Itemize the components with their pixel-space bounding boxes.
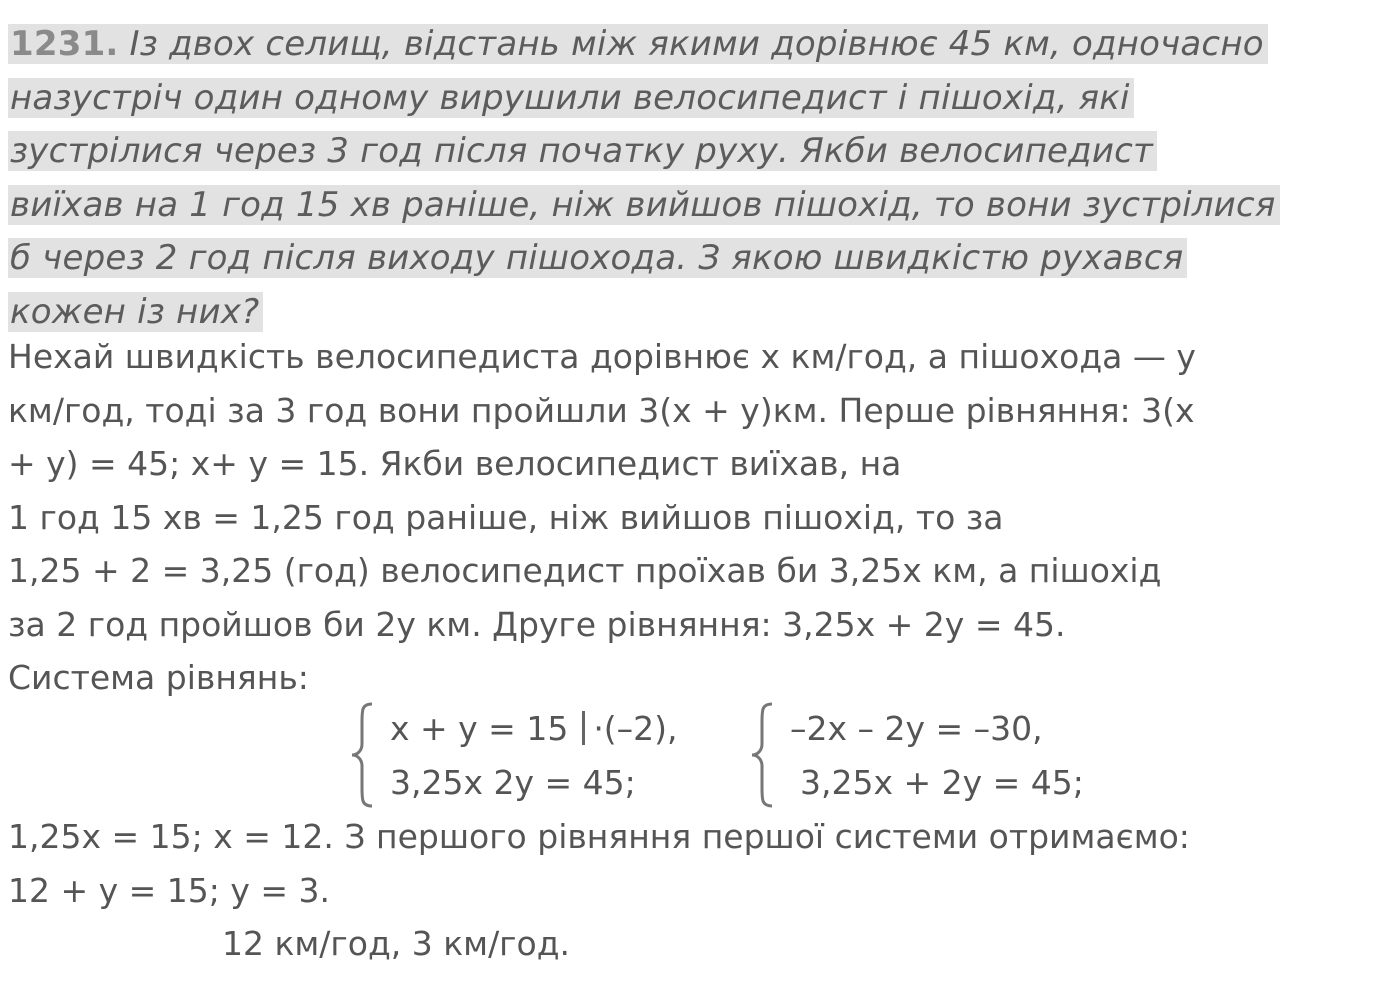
system1-eq1: х + у = 15 [390,709,569,748]
equation-systems [0,700,1390,810]
problem-line [8,125,1388,179]
left-brace-icon [348,700,378,810]
solution-line: + у) = 45; х+ у = 15. Якби велосипедист виїхав, на [8,444,902,483]
problem-text: зустрілися через 3 год після початку руху. Якби велосипедист [8,131,1157,171]
solution-conclusion [8,810,1383,917]
solution-line: Нехай швидкість велосипедиста дорівнює х км/год, а пішохода — у [8,337,1196,376]
solution-line: км/год, тоді за 3 год вони пройшли 3(х + у)км. Перше рівняння: 3(х [8,390,1195,430]
solution-line: 1,25х = 15; х = 12. З першого рівняння першої системи отримаємо: [8,817,1190,856]
problem-text: Із двох селищ, відстань між якими дорівнює 45 км, одночасно [118,24,1264,64]
problem-number: 1231. [10,24,119,64]
problem-line [8,179,1388,233]
solution-line: Система рівнянь: [8,658,309,697]
equation-system-2 [748,700,1168,810]
system1-multiplier: ·(–2), [593,709,678,748]
solution-line: 12 + у = 15; у = 3. [8,870,331,910]
solution-line: за 2 год пройшов би 2у км. Друге рівняння: 3,25х + 2у = 45. [8,604,1066,644]
problem-text: виїхав на 1 год 15 хв раніше, ніж вийшов пішохід, то вони зустрілися [8,185,1280,225]
system1-row1 [390,702,678,755]
problem-text: кожен із них? [8,292,263,332]
system1-row2: 3,25х 2у = 45; [390,763,636,802]
problem-line [8,18,1388,72]
answer: 12 км/год, 3 км/год. [222,924,571,963]
solution-line: 1 год 15 хв = 1,25 год раніше, ніж вийшов пішохід, то за [8,497,1004,537]
problem-text: б через 2 год після виходу пішохода. З якою швидкістю рухався [8,238,1187,278]
divider-bar [582,711,585,745]
equation-system-1 [348,700,748,810]
problem-line [8,72,1388,126]
system2-row2: 3,25х + 2у = 45; [800,763,1084,802]
solution-text [8,330,1383,705]
left-brace-icon [748,700,778,810]
problem-line [8,232,1388,286]
solution-line: 1,25 + 2 = 3,25 (год) велосипедист проїхав би 3,25х км, а пішохід [8,551,1162,590]
problem-statement [8,18,1388,339]
system2-row1: –2х – 2у = –30, [790,709,1043,748]
problem-text: назустріч один одному вирушили велосипедист і пішохід, які [8,78,1134,118]
